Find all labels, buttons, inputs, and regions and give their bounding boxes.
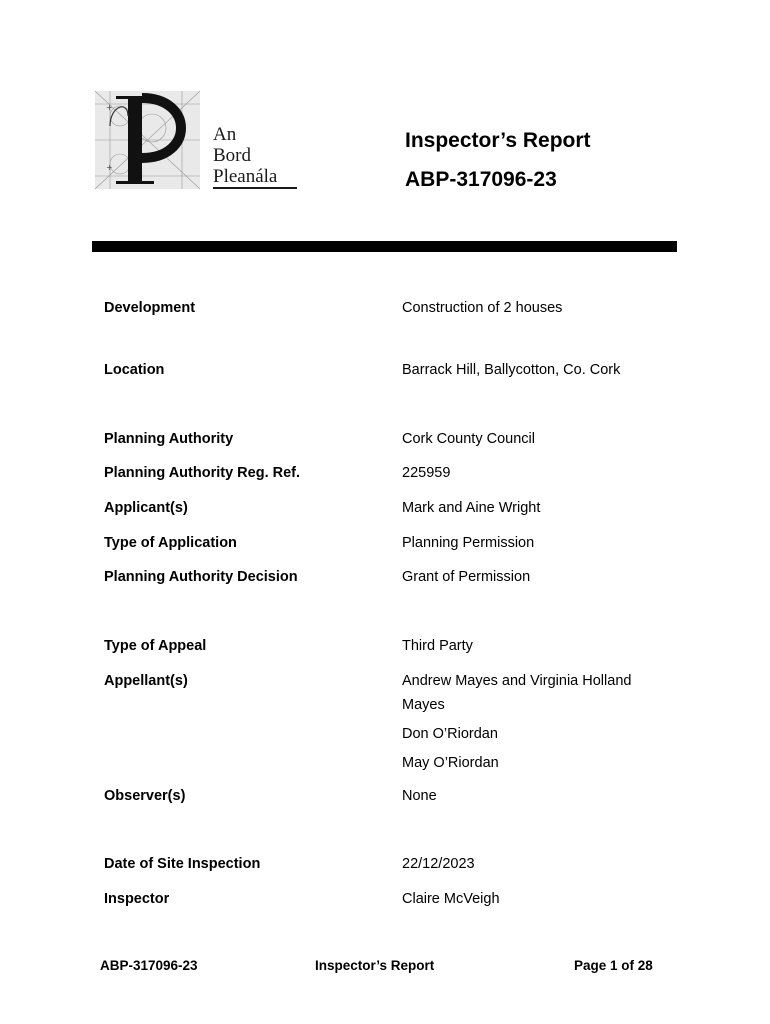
inspector-label: Inspector [104, 891, 170, 907]
report-reference: ABP-317096-23 [405, 168, 557, 191]
planning-authority-value: Cork County Council [402, 431, 535, 447]
location-label: Location [104, 362, 165, 378]
decision-label: Planning Authority Decision [104, 569, 298, 585]
footer-page-number: Page 1 of 28 [574, 958, 653, 973]
appeal-type-label: Type of Appeal [104, 638, 207, 654]
footer-title: Inspector’s Report [315, 958, 435, 973]
location-value: Barrack Hill, Ballycotton, Co. Cork [402, 362, 621, 378]
logo-wordmark [213, 124, 277, 187]
appellant-value: Don O’Riordan [402, 726, 498, 742]
development-value: Construction of 2 houses [402, 300, 563, 316]
development-label: Development [104, 300, 196, 316]
logo-line-pleanala: Pleanála [213, 166, 278, 187]
decision-value: Grant of Permission [402, 569, 531, 585]
site-inspection-value: 22/12/2023 [402, 856, 475, 872]
logo-line-an: An [213, 124, 237, 145]
appellant-value: Andrew Mayes and Virginia Holland [402, 673, 632, 689]
logo-p-emblem-icon [92, 86, 210, 194]
appellant-value: May O’Riordan [402, 755, 499, 771]
report-title: Inspector’s Report [405, 129, 591, 152]
svg-text:+: + [106, 163, 113, 172]
appeal-type-value: Third Party [402, 638, 473, 654]
an-bord-pleanala-logo [92, 86, 302, 194]
header-divider [92, 241, 677, 252]
reg-ref-label: Planning Authority Reg. Ref. [104, 465, 301, 481]
logo-underline [213, 187, 297, 189]
applicants-label: Applicant(s) [104, 500, 188, 516]
planning-authority-label: Planning Authority [104, 431, 234, 447]
appellant-value: Mayes [402, 697, 445, 713]
applicants-value: Mark and Aine Wright [402, 500, 541, 516]
inspector-value: Claire McVeigh [402, 891, 500, 907]
reg-ref-value: 225959 [402, 465, 451, 481]
observers-value: None [402, 788, 437, 804]
logo-line-bord: Bord [213, 145, 251, 166]
site-inspection-label: Date of Site Inspection [104, 856, 261, 872]
application-type-value: Planning Permission [402, 535, 535, 551]
observers-label: Observer(s) [104, 788, 186, 804]
application-type-label: Type of Application [104, 535, 237, 551]
svg-text:+: + [106, 103, 113, 112]
appellants-label: Appellant(s) [104, 673, 188, 689]
footer-reference: ABP-317096-23 [100, 958, 198, 973]
